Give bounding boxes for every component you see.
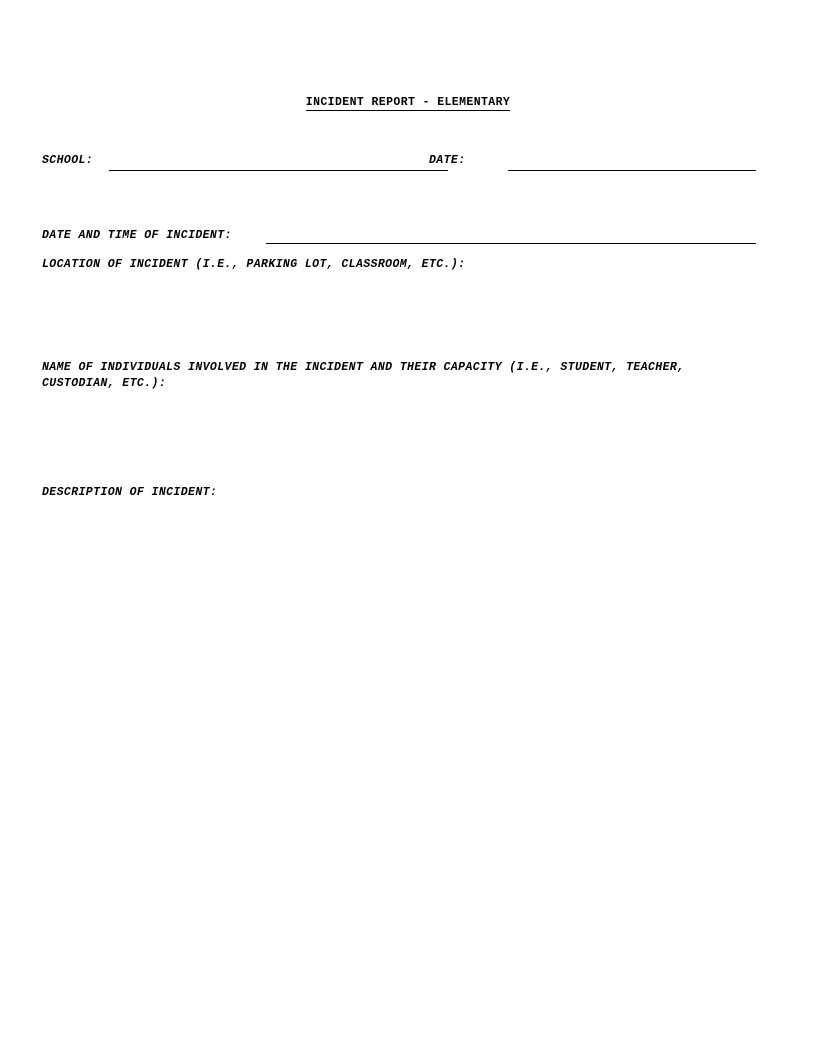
incident-description-label: DESCRIPTION OF INCIDENT: bbox=[42, 486, 218, 499]
school-label: SCHOOL: bbox=[42, 154, 94, 167]
date-label: DATE: bbox=[429, 154, 466, 167]
incident-location-label: LOCATION OF INCIDENT (I.E., PARKING LOT, CLASSROOM, ETC.): bbox=[42, 258, 466, 271]
page-title bbox=[0, 96, 816, 109]
school-field-line[interactable] bbox=[109, 170, 448, 171]
incident-datetime-field-line[interactable] bbox=[266, 243, 756, 244]
page-title-text: INCIDENT REPORT - ELEMENTARY bbox=[305, 96, 511, 109]
individuals-involved-label: NAME OF INDIVIDUALS INVOLVED IN THE INCIDENT AND THEIR CAPACITY (I.E., STUDENT, TEACHER, CUSTODIAN, ETC.): bbox=[42, 361, 685, 390]
incident-datetime-label: DATE AND TIME OF INCIDENT: bbox=[42, 229, 232, 242]
date-field-line[interactable] bbox=[508, 170, 756, 171]
